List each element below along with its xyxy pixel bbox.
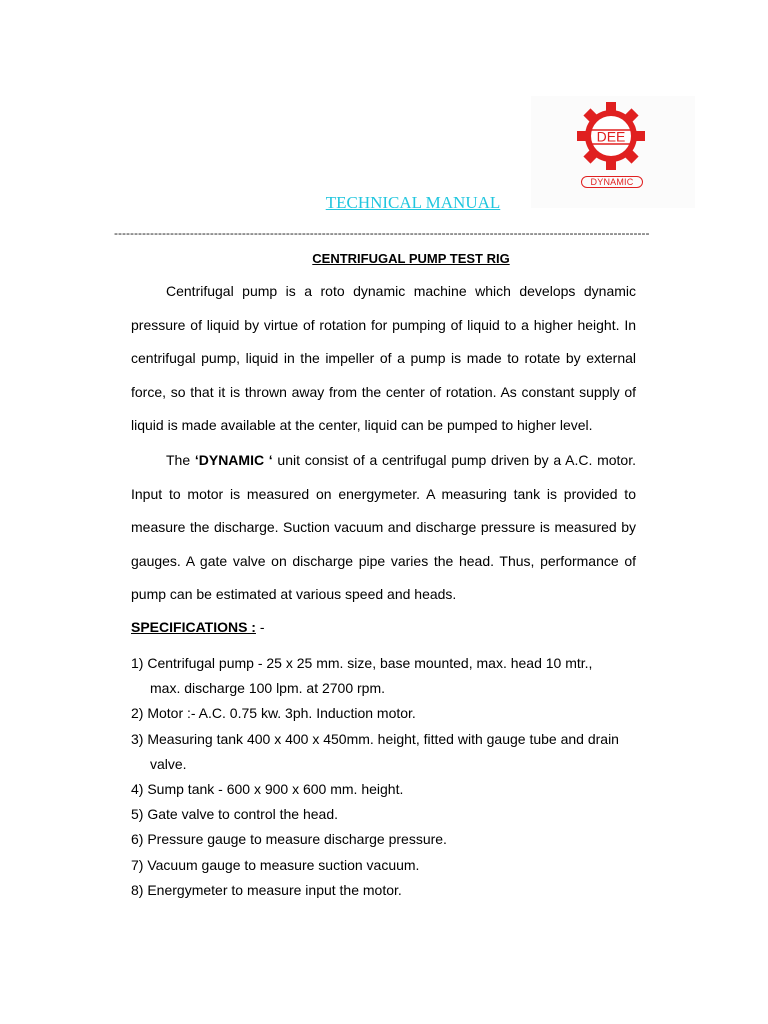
spec-item-line: 7) Vacuum gauge to measure suction vacuum. [131, 856, 420, 873]
specifications-list [131, 651, 651, 903]
specifications-heading [131, 619, 265, 635]
unit-paragraph-prefix: The [166, 452, 195, 468]
company-logo [531, 96, 695, 208]
spec-item [131, 853, 651, 878]
logo-subtitle: DYNAMIC [581, 176, 643, 188]
spec-item [131, 802, 651, 827]
unit-paragraph-text: unit consist of a centrifugal pump driven by a A.C. motor. Input to motor is measured on energymeter. A measuring tank is provided to measure the discharge. Suction vacuum and discharge pressure is measured by gauges. A gate valve on discharge pipe varies the head. Thus, performance of pump can be estimated at various speed and heads. [131, 452, 636, 603]
section-title: CENTRIFUGAL PUMP TEST RIG [312, 251, 510, 266]
spec-item [131, 878, 651, 903]
spec-item-line: 5) Gate valve to control the head. [131, 806, 339, 823]
spec-item-line: 6) Pressure gauge to measure discharge pressure. [131, 831, 447, 848]
spec-item-line: 4) Sump tank - 600 x 900 x 600 mm. height. [131, 781, 404, 798]
spec-item [131, 827, 651, 852]
spec-item-line: 8) Energymeter to measure input the motor. [131, 881, 402, 898]
spec-item-line: 2) Motor :- A.C. 0.75 kw. 3ph. Induction motor. [131, 705, 416, 722]
spec-item [131, 777, 651, 802]
spec-item [131, 701, 651, 726]
specifications-heading-tail: - [255, 619, 265, 635]
spec-item-continuation: max. discharge 100 lpm. at 2700 rpm. [150, 680, 386, 697]
gear-logo-icon [575, 100, 647, 172]
manual-title: TECHNICAL MANUAL [325, 193, 501, 212]
unit-paragraph [131, 444, 636, 612]
spec-item-continuation: valve. [150, 755, 187, 772]
spec-item-line: 3) Measuring tank 400 x 400 x 450mm. height, fitted with gauge tube and drain [131, 730, 619, 747]
logo-mark-text: DEE [596, 128, 626, 145]
dashed-divider: -------------------------------------------------------------------------------------------------------------------------------------- [114, 226, 650, 240]
intro-paragraph-text: Centrifugal pump is a roto dynamic machine which develops dynamic pressure of liquid by virtue of rotation for pumping of liquid to a higher height. In centrifugal pump, liquid in the impeller of a pump is made to rotate by external force, so that it is thrown away from the center of rotation. As constant supply of liquid is made available at the center, liquid can be pumped to higher level. [131, 283, 636, 434]
spec-item-line: 1) Centrifugal pump - 25 x 25 mm. size, base mounted, max. head 10 mtr., [131, 655, 593, 671]
specifications-heading-label: SPECIFICATIONS : [131, 619, 256, 635]
intro-paragraph [131, 275, 636, 443]
spec-item [131, 727, 651, 777]
unit-brand-name: ‘DYNAMIC ‘ [194, 452, 273, 468]
spec-item [131, 651, 651, 701]
